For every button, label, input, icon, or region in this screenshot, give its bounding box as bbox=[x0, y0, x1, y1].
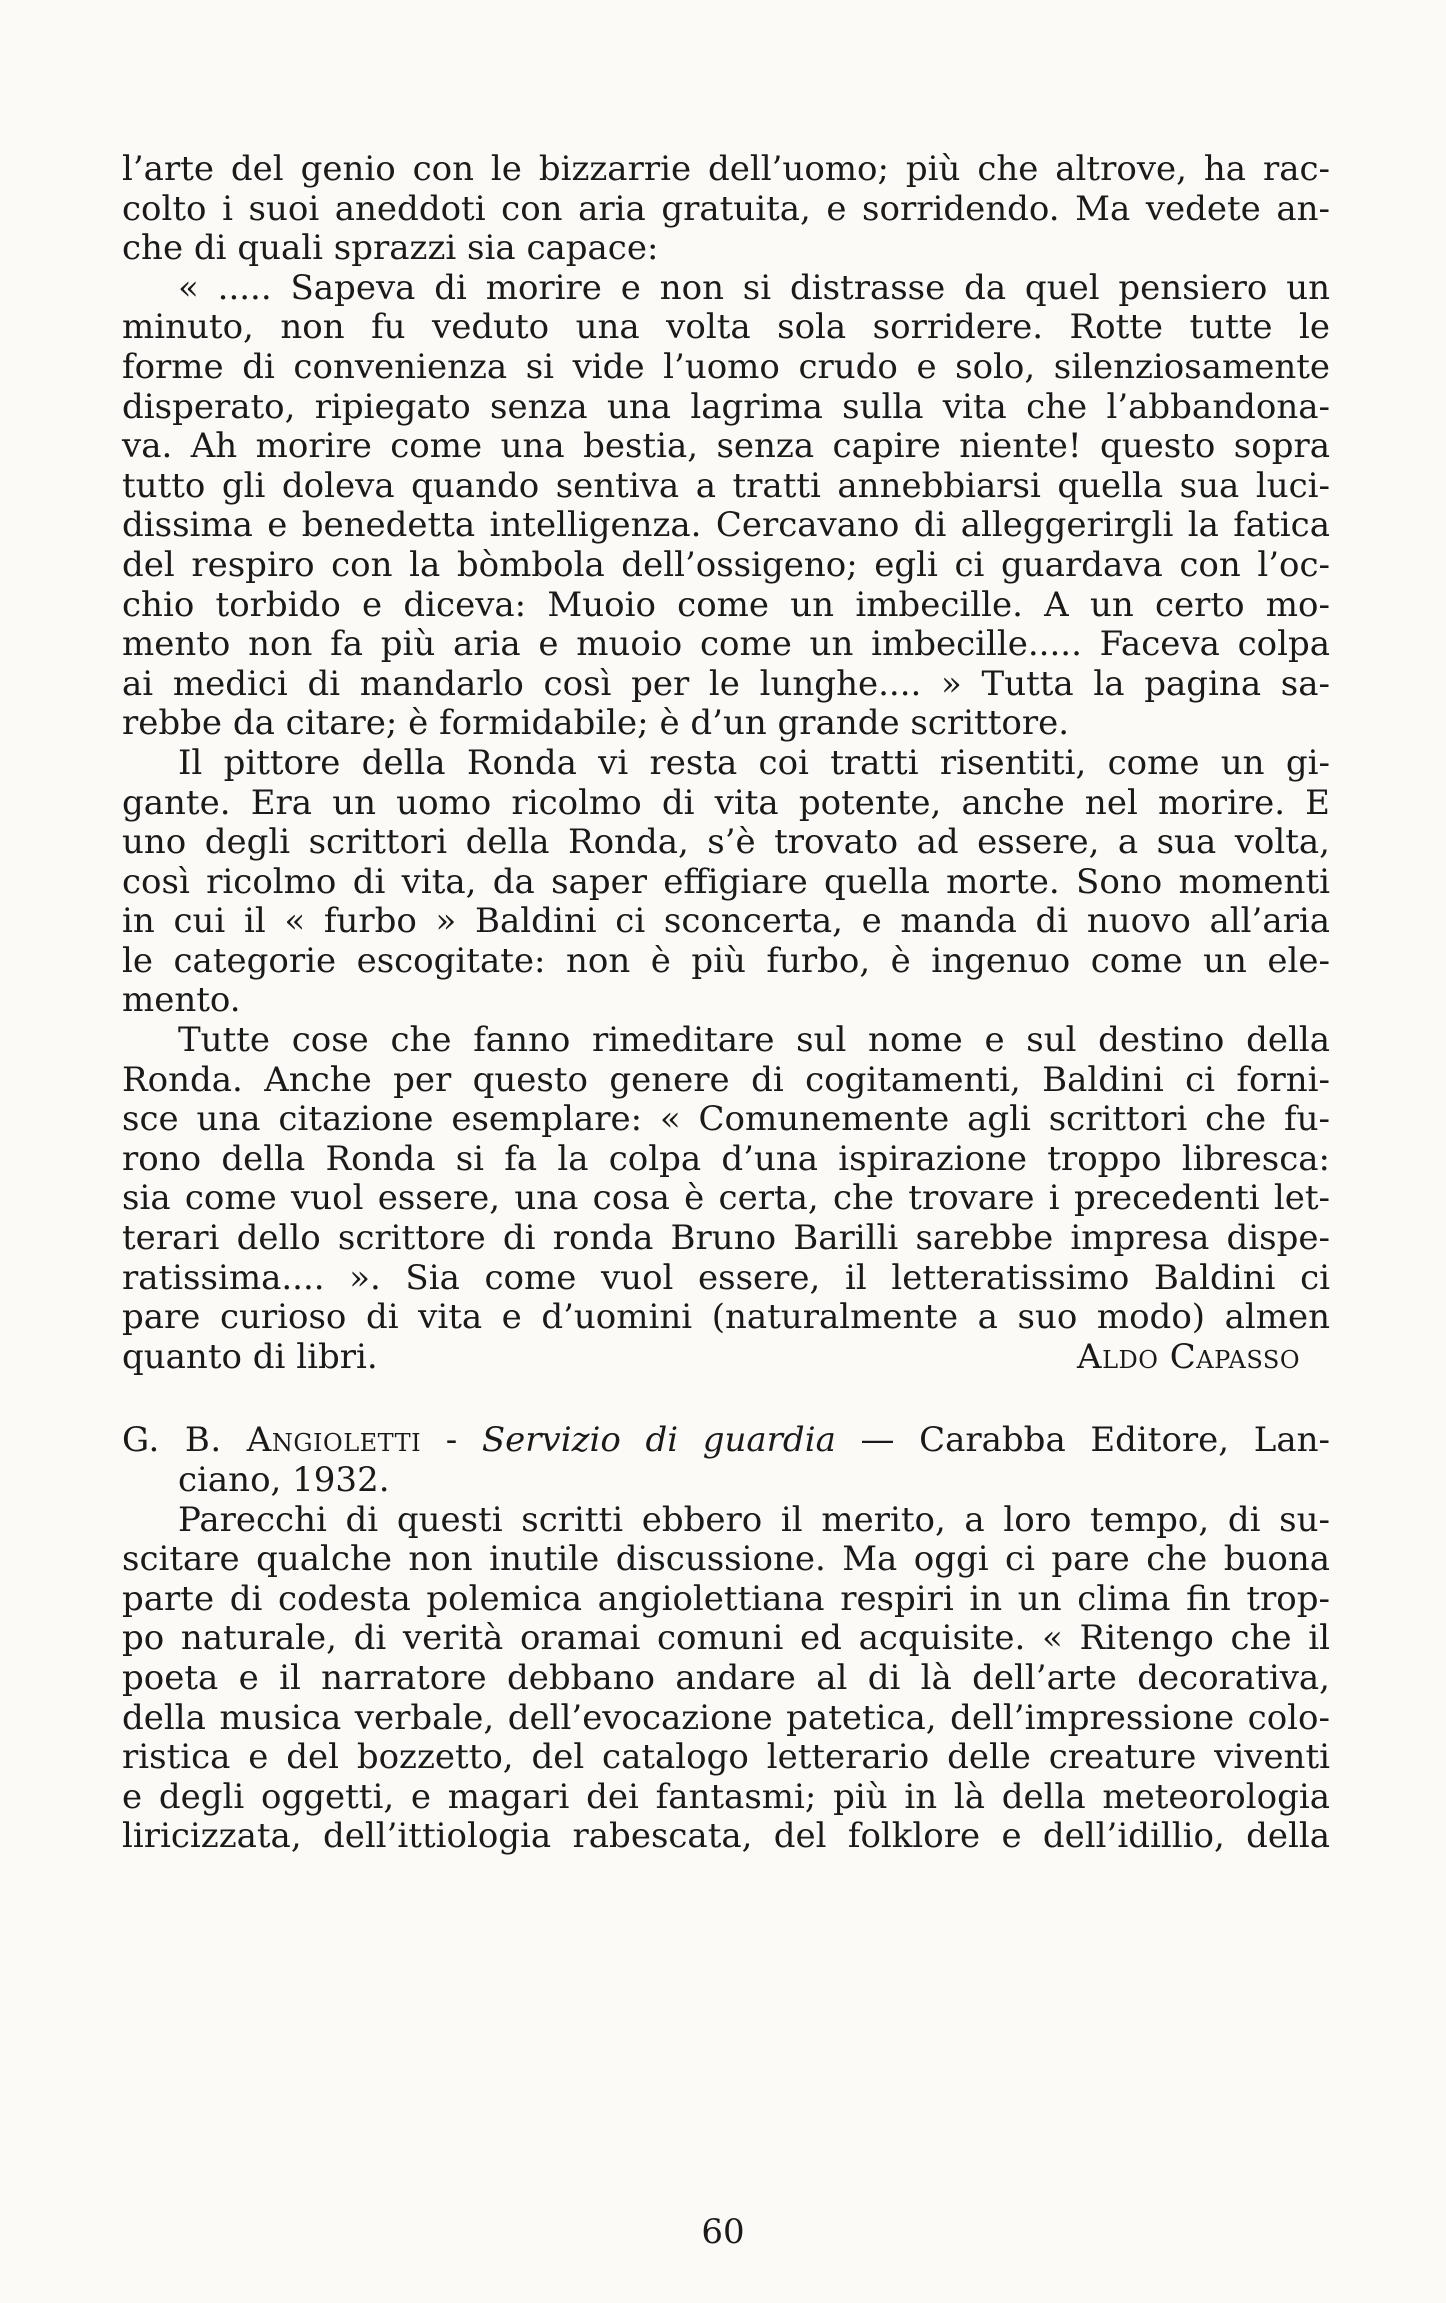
text-line: quanto di libri. bbox=[122, 1336, 378, 1377]
text-line: sce una citazione esemplare: « Comunemente agli scrittori che fu- bbox=[122, 1099, 1330, 1140]
text-line: e degli oggetti, e magari dei fantasmi; più in là della meteorologia bbox=[122, 1776, 1330, 1817]
text-line: dissima e benedetta intelligenza. Cercavano di alleggerirgli la fatica bbox=[122, 505, 1330, 546]
text-line: « ..... Sapeva di morire e non si distrasse da quel pensiero un bbox=[178, 267, 1330, 308]
text-line: sia come vuol essere, una cosa è certa, che trovare i precedenti let- bbox=[122, 1178, 1330, 1219]
text-line: uno degli scrittori della Ronda, s’è trovato ad essere, a sua volta, bbox=[122, 822, 1330, 863]
text-line: Il pittore della Ronda vi resta coi tratti risentiti, come un gi- bbox=[178, 742, 1330, 783]
text-line: parte di codesta polemica angiolettiana respiri in un clima fin trop- bbox=[122, 1578, 1330, 1619]
text-line: minuto, non fu veduto una volta sola sorridere. Rotte tutte le bbox=[122, 307, 1330, 348]
text-line: ristica e del bozzetto, del catalogo letterario delle creature viventi bbox=[122, 1737, 1330, 1778]
text-line: Parecchi di questi scritti ebbero il merito, a loro tempo, di su- bbox=[178, 1499, 1330, 1540]
text-line: pare curioso di vita e d’uomini (naturalmente a suo modo) almen bbox=[122, 1297, 1330, 1338]
book-publisher: — Carabba Editore, Lan- bbox=[835, 1420, 1330, 1461]
text-line: così ricolmo di vita, da saper effigiare quella morte. Sono momenti bbox=[122, 861, 1330, 902]
text-line: che di quali sprazzi sia capace: bbox=[122, 228, 659, 269]
text-line: scitare qualche non inutile discussione. Ma oggi ci pare che buona bbox=[122, 1539, 1330, 1580]
text-line: ai medici di mandarlo così per le lunghe.... » Tutta la pagina sa- bbox=[122, 663, 1330, 704]
text-line bbox=[122, 1421, 1330, 1461]
text-line: disperato, ripiegato senza una lagrima sulla vita che l’abbandona- bbox=[122, 386, 1330, 427]
page-number: 60 bbox=[701, 2212, 745, 2252]
text-line: forme di convenienza si vide l’uomo crudo e solo, silenziosamente bbox=[122, 346, 1330, 387]
text-line: liricizzata, dell’ittiologia rabescata, del folklore e dell’idillio, della bbox=[122, 1816, 1330, 1857]
review-1-quotation bbox=[122, 269, 1330, 744]
text-line: rebbe da citare; è formidabile; è d’un grande scrittore. bbox=[122, 703, 1070, 744]
text-line: le categorie escogitate: non è più furbo, è ingenuo come un ele- bbox=[122, 940, 1330, 981]
review-2-paragraph-1 bbox=[122, 1501, 1330, 1857]
section-gap bbox=[122, 1377, 1330, 1421]
book-author: G. B. Angioletti bbox=[122, 1420, 422, 1461]
text-line: Tutte cose che fanno rimeditare sul nome e sul destino della bbox=[178, 1020, 1330, 1061]
text-line: po naturale, di verità oramai comuni ed acquisite. « Ritengo che il bbox=[122, 1618, 1330, 1659]
text-line: tutto gli doleva quando sentiva a tratti annebbiarsi quella sua luci- bbox=[122, 465, 1330, 506]
text-line: del respiro con la bòmbola dell’ossigeno; egli ci guardava con l’oc- bbox=[122, 544, 1330, 585]
text-line: colto i suoi aneddoti con aria gratuita, e sorridendo. Ma vedete an- bbox=[122, 188, 1330, 229]
reviewer-signature: Aldo Capasso bbox=[1077, 1336, 1300, 1377]
book-title: Servizio di guardia bbox=[481, 1420, 836, 1461]
text-line: gante. Era un uomo ricolmo di vita potente, anche nel morire. E bbox=[122, 782, 1330, 823]
review-1-paragraph-1 bbox=[122, 150, 1330, 269]
text-line: rono della Ronda si fa la colpa d’una ispirazione troppo libresca: bbox=[122, 1138, 1330, 1179]
text-line: in cui il « furbo » Baldini ci sconcerta, e manda di nuovo all’aria bbox=[122, 901, 1330, 942]
text-line: terari dello scrittore di ronda Bruno Barilli sarebbe impresa dispe- bbox=[122, 1218, 1330, 1259]
text-line: della musica verbale, dell’evocazione patetica, dell’impressione colo- bbox=[122, 1697, 1330, 1738]
page-body bbox=[122, 150, 1330, 1857]
text-line: mento non fa più aria e muoio come un imbecille..... Faceva colpa bbox=[122, 624, 1330, 665]
text-line: ratissima.... ». Sia come vuol essere, il letteratissimo Baldini ci bbox=[122, 1257, 1330, 1298]
text-line: chio torbido e diceva: Muoio come un imbecille. A un certo mo- bbox=[122, 584, 1330, 625]
text-line: poeta e il narratore debbano andare al di là dell’arte decorativa, bbox=[122, 1657, 1330, 1698]
heading-separator: - bbox=[421, 1420, 482, 1461]
text-line: Ronda. Anche per questo genere di cogitamenti, Baldini ci forni- bbox=[122, 1059, 1330, 1100]
text-line: ciano, 1932. bbox=[178, 1460, 390, 1500]
review-1-paragraph-2 bbox=[122, 744, 1330, 1021]
review-2-heading bbox=[122, 1421, 1330, 1500]
text-line: l’arte del genio con le bizzarrie dell’uomo; più che altrove, ha rac- bbox=[122, 149, 1330, 189]
review-1-paragraph-3 bbox=[122, 1021, 1330, 1377]
text-line: va. Ah morire come una bestia, senza capire niente! questo sopra bbox=[122, 426, 1330, 467]
text-line: mento. bbox=[122, 980, 241, 1021]
